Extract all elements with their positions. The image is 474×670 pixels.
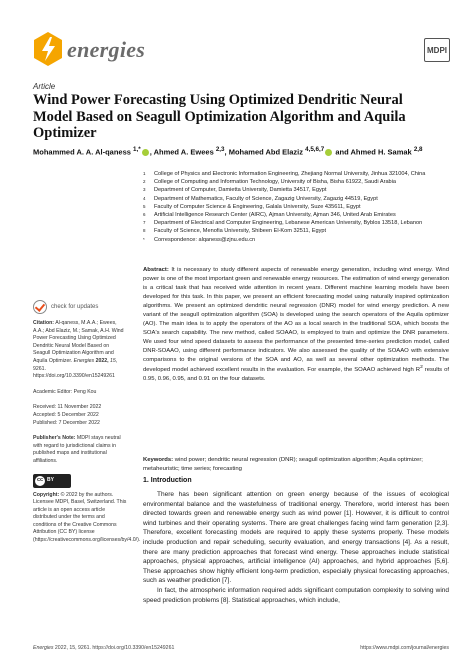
introduction-body <box>143 490 449 605</box>
author-name[interactable]: , Ahmed A. Ewees <box>149 147 216 157</box>
published-date: Published: 7 December 2022 <box>33 419 100 426</box>
section-heading: 1. Introduction <box>143 477 192 484</box>
copyright-block: Copyright: © 2022 by the authors. Licensee MDPI, Basel, Switzerland. This article is an open access article distributed under the terms and conditions of the Creative Commons Attribution (CC BY) license (https://creativecommons.org/licenses/by/4.0/). <box>33 491 141 544</box>
affiliation-list <box>143 170 443 244</box>
abstract-sup: 2 <box>420 365 423 371</box>
cc-icon: cc <box>35 476 45 486</box>
footer-journal-url[interactable]: https://www.mdpi.com/journal/energies <box>360 645 449 651</box>
accepted-date: Accepted: 5 December 2022 <box>33 411 99 418</box>
paragraph: There has been significant attention on green energy because of the issues of ecological environmental balance and the wastefulness of traditional energy. Therefore, world interest has been directed towards green and renewable energy such as wind power [1]. However, it is difficult to control wind turbines and their operating systems. There are great challenges facing wind farm generation [2,3]. Therefore, excellent forecasting models are required to apply these systems properly. These models include production and repair scheduling, security evaluation, and energy transactions [4]. As a result, there are many prediction approaches that forecast wind energy. These approaches include statistical approaches, physical approaches, artificial intelligence (AI) approaches, and hybrid approaches [5,6]. These approaches show highly efficient long-term prediction, especially physical forecasting approaches, such as weather prediction [7]. <box>143 491 449 585</box>
affiliation: 5 Faculty of Computer Science & Engineering, Galala University, Suze 435611, Egypt <box>143 203 361 210</box>
paper-title: Wind Power Forecasting Using Optimized Dendritic Neural Model Based on Seagull Optimization Algorithm and Aquila Optimizer <box>33 92 406 141</box>
abstract-text: It is necessary to study different aspects of renewable energy generation, including wind energy. Wind power is one of the most important green and renewable energy resources. The estimation of wind energy generation is a critical task that has received wide attention in recent years. Different machine learning models have been developed for this task. In this paper, we present an efficient forecasting model using naturally inspired optimization algorithms. We present an optimized dendritic neural regression (DNR) model for wind energy prediction. A new variant of the seagull optimization algorithm (SOA) is developed using the search operators of the Aquila optimizer (AO). The main idea is to apply the operators of the AO as a local search in the traditional SOA, which boosts the SOA's search capability. The new method, called SOAAO, is employed to train and optimize the DNR parameters. We used four wind speed datasets to assess the performance of the presented time-series prediction model, called DNR-SOAAO, using different performance indicators. We also assessed the quality of the SOAAO with extensive comparisons to the original versions of the SOA and AO, as well as several other optimization methods. The developed model achieved excellent results in the evaluation. For example, the SOAAO achieved high R <box>143 267 449 374</box>
footer-citation: Energies 2022, 15, 9261. https://doi.org/10.3390/en15249261 <box>33 645 175 651</box>
dates-block <box>33 404 127 427</box>
abstract <box>143 266 449 384</box>
check-updates-icon <box>33 300 47 314</box>
page-footer <box>33 645 449 651</box>
mdpi-logo[interactable]: MDPI <box>424 38 450 62</box>
affiliation: 6 Artificial Intelligence Research Center (AIRC), Ajman University, Ajman 346, United Arab Emirates <box>143 212 396 219</box>
abstract-tail: results of 0.95, 0.96, 0.95, and 0.91 on the four datasets. <box>143 367 449 383</box>
affiliation: 4 Department of Mathematics, Faculty of Science, Zagazig University, Zagazig 44519, Egypt <box>143 195 378 202</box>
author-affil: 4,5,6,7 <box>305 146 325 153</box>
received-date: Received: 11 November 2022 <box>33 404 102 411</box>
orcid-icon[interactable] <box>325 149 332 156</box>
citation-block: Citation: Al-qaness, M.A.A.; Ewees, A.A.; Abd Elaziz, M.; Samak, A.H. Wind Power Forecasting Using Optimized Dendritic Neural Model Based on Seagull Optimization Algorithm and Aquila Optimizer. Energies 2022, 15, 9261. https://doi.org/10.3390/en15249261 <box>33 320 124 380</box>
doi-link[interactable]: , 9261. https://doi.org/10.3390/en15249261 <box>33 357 118 380</box>
keywords <box>143 456 449 474</box>
editor-block <box>33 389 127 397</box>
affiliation: 3 Department of Computer, Damietta University, Damietta 34517, Egypt <box>143 187 327 194</box>
energies-logo-icon <box>33 32 63 66</box>
author-name[interactable]: Mohammed A. A. Al-qaness <box>33 147 134 157</box>
paragraph: In fact, the atmospheric information required adds significant computation complexity to solving wind speed prediction problems [8]. Statistical approaches, which include, <box>143 586 449 604</box>
orcid-icon[interactable] <box>142 149 149 156</box>
affiliation: 2 College of Computing and Information Technology, University of Bisha, Bisha 61922, Saudi Arabia <box>143 179 397 186</box>
journal-header <box>33 32 450 72</box>
by-icon: BY <box>47 476 54 483</box>
abstract-label: Abstract: <box>143 267 169 273</box>
author-name[interactable]: , Mohamed Abd Elaziz <box>224 147 306 157</box>
author-list <box>33 146 453 157</box>
sidebar <box>33 300 141 545</box>
keywords-text: wind power; dendritic neural regression (DNR); seagull optimization algorithm; Aquila optimizer; metaheuristic; time series; forecasting <box>143 457 423 472</box>
author-name[interactable]: and Ahmed H. Samak <box>333 147 414 157</box>
author-affil: 2,3 <box>215 146 225 153</box>
check-updates-label: check for updates <box>51 303 99 310</box>
author-affil: 2,8 <box>413 146 423 153</box>
check-updates-button[interactable] <box>33 300 127 314</box>
correspondence: * Correspondence: alqaness@zjnu.edu.cn <box>143 236 256 243</box>
publisher-note: Publisher's Note: MDPI stays neutral with regard to jurisdictional claims in published maps and institutional affiliations. <box>33 435 121 464</box>
affiliation: 7 Department of Electrical and Computer Engineering, Lebanese American University, Byblos 13518, Lebanon <box>143 220 423 227</box>
journal-name[interactable]: energies <box>67 37 146 62</box>
article-type: Article <box>33 82 56 91</box>
author-affil: 1,* <box>133 146 141 153</box>
affiliation: 8 Faculty of Science, Menofia University, Shibeen El-Kom 32511, Egypt <box>143 228 327 235</box>
academic-editor: Academic Editor: Peng Kou <box>33 388 97 395</box>
keywords-label: Keywords: <box>143 457 174 463</box>
affiliation: 1 College of Physics and Electronic Information Engineering, Zhejiang Normal University, Jinhua 321004, China <box>143 171 426 177</box>
cc-license-badge[interactable] <box>33 474 71 488</box>
